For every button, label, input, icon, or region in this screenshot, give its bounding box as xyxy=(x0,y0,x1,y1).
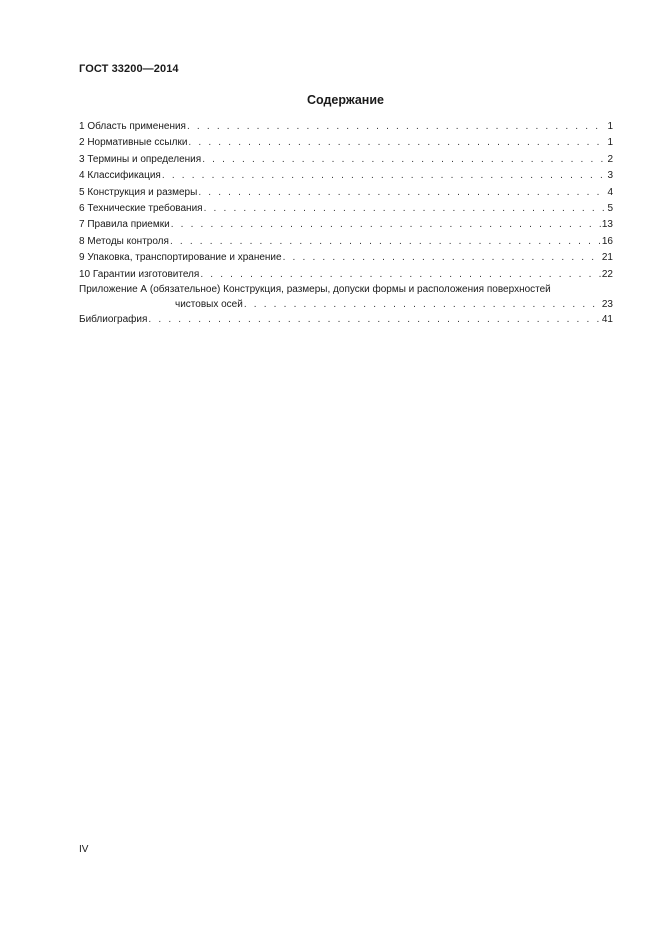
toc-entry[interactable] xyxy=(79,168,613,184)
toc-entry-label: 8 Методы контроля xyxy=(79,235,169,247)
toc-entry[interactable] xyxy=(79,201,613,217)
dot-leader xyxy=(244,298,601,312)
toc-entry-label: 3 Термины и определения xyxy=(79,153,202,165)
toc-entry[interactable] xyxy=(79,152,613,168)
toc-entry-label: 9 Упаковка, транспортирование и хранение xyxy=(79,252,282,264)
dot-leader xyxy=(171,217,601,233)
toc-entry-label: 1 Область применения xyxy=(79,120,186,132)
toc-entry-label: 7 Правила приемки xyxy=(79,219,170,231)
dot-leader xyxy=(188,135,606,151)
dot-leader xyxy=(202,152,606,168)
toc-entry-label: 5 Конструкция и размеры xyxy=(79,186,198,198)
toc-entry-page: 16 xyxy=(601,235,613,247)
toc-entry[interactable] xyxy=(79,135,613,151)
dot-leader xyxy=(170,234,601,250)
toc-entry[interactable] xyxy=(79,119,613,135)
toc-entry-label: Библиография xyxy=(79,313,148,325)
toc-entry-bibliography[interactable] xyxy=(79,312,613,328)
toc-entry-page: 13 xyxy=(601,219,613,231)
toc-appendix-title-cont: чистовых осей xyxy=(175,298,243,310)
dot-leader xyxy=(204,201,607,217)
toc-entry-label: 10 Гарантии изготовителя xyxy=(79,268,200,280)
dot-leader xyxy=(283,250,601,266)
table-of-contents xyxy=(79,119,613,328)
toc-entry[interactable] xyxy=(79,234,613,250)
toc-appendix-continuation xyxy=(79,297,613,312)
toc-appendix-title: Приложение А (обязательное) Конструкция, размеры, допуски формы и расположения поверхностей xyxy=(79,283,551,295)
toc-entry-page: 1 xyxy=(607,120,613,132)
toc-entry-label: 4 Классификация xyxy=(79,170,161,182)
page-number: IV xyxy=(79,844,89,855)
toc-entry-page: 3 xyxy=(607,170,613,182)
toc-title: Содержание xyxy=(306,93,384,107)
standard-header: ГОСТ 33200—2014 xyxy=(79,63,179,75)
toc-entry-page: 23 xyxy=(601,298,613,310)
toc-entry-page: 21 xyxy=(601,252,613,264)
toc-entry-page: 2 xyxy=(607,153,613,165)
dot-leader xyxy=(200,267,601,283)
toc-entry-label: 6 Технические требования xyxy=(79,202,203,214)
dot-leader xyxy=(148,312,600,328)
toc-entry[interactable] xyxy=(79,217,613,233)
toc-entry-page: 22 xyxy=(601,268,613,280)
toc-entry-label: 2 Нормативные ссылки xyxy=(79,137,188,149)
toc-entry[interactable] xyxy=(79,185,613,201)
toc-entry[interactable] xyxy=(79,267,613,283)
toc-entry-page: 5 xyxy=(607,202,613,214)
toc-entry[interactable] xyxy=(79,250,613,266)
dot-leader xyxy=(198,185,606,201)
toc-entry-page: 1 xyxy=(607,137,613,149)
toc-entry-appendix[interactable] xyxy=(79,283,613,312)
toc-entry-page: 4 xyxy=(607,186,613,198)
toc-entry-page: 41 xyxy=(601,313,613,325)
dot-leader xyxy=(187,119,606,135)
dot-leader xyxy=(162,168,607,184)
